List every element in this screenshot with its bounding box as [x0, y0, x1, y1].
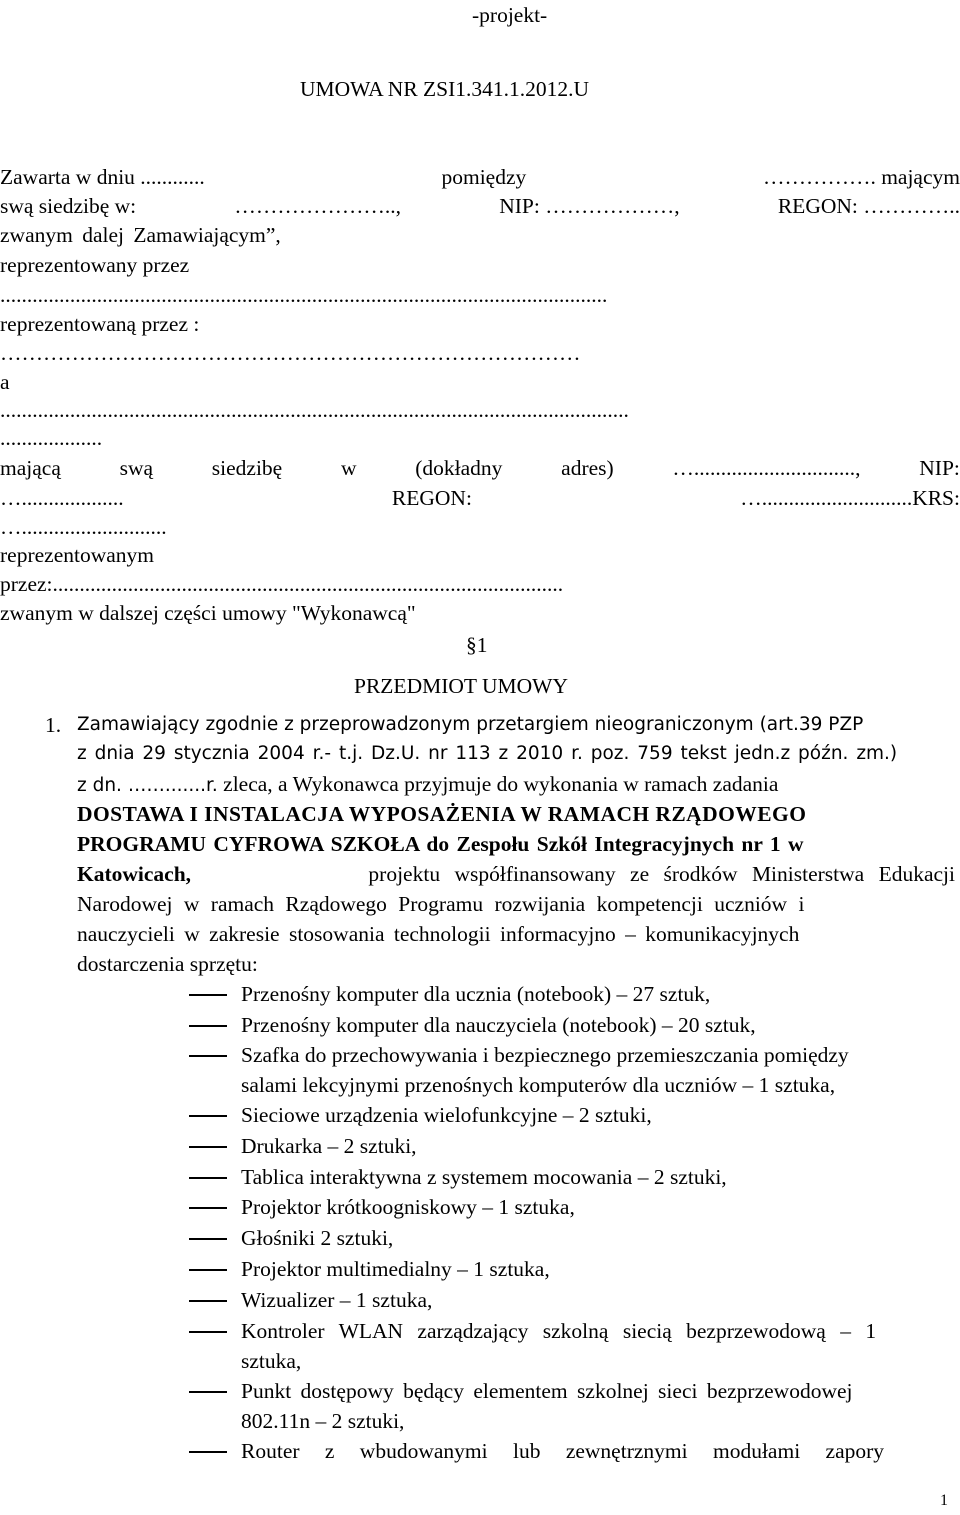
parties-line-12	[0, 483, 960, 513]
text-span: (dokładny	[415, 456, 503, 480]
text-span: DOSTAWA I INSTALACJA WYPOSAŻENIA W RAMACH RZĄDOWEGO	[77, 802, 807, 826]
text-span: zwanym dalej	[0, 223, 124, 247]
dash-bullet	[189, 1177, 227, 1179]
parties-line-3	[0, 220, 281, 250]
contract-title: UMOWA NR ZSI1.341.1.2012.U	[300, 77, 590, 101]
section-title: PRZEDMIOT UMOWY	[354, 674, 569, 698]
dash-bullet	[189, 1115, 227, 1117]
dash-bullet	[189, 1391, 227, 1393]
text-span: …………………..,	[234, 194, 401, 218]
text-span: …...................	[0, 486, 124, 510]
parties-line-10: ...................	[0, 426, 103, 450]
text-span: w	[340, 456, 357, 480]
text-span: Zawarta w dniu ............	[0, 165, 205, 189]
list-item: Głośniki 2 sztuki,	[241, 1226, 394, 1250]
paragraph-line: z dnia 29 stycznia 2004 r.- t.j. Dz.U. nr 113 z 2010 r. poz. 759 tekst jedn.z późn. zm.)	[77, 743, 898, 764]
text-span: Zamawiającym”,	[133, 223, 281, 247]
paragraph-line	[77, 769, 778, 801]
list-item-continuation: 802.11n – 2 sztuki,	[241, 1409, 405, 1433]
parties-line-15: przez:...............................................................................................	[0, 572, 564, 596]
parties-line-5: .................................................................................................................	[0, 283, 608, 307]
list-item: Tablica interaktywna z systemem mocowania – 2 sztuki,	[241, 1165, 727, 1189]
text-span: Kontroler WLAN zarządzający szkolną siecią bezprzewodową – 1	[241, 1319, 877, 1343]
text-span: …..............................,	[672, 456, 861, 480]
dash-bullet	[189, 1238, 227, 1240]
bold-task-line	[77, 829, 955, 859]
list-item: Router z wbudowanymi lub zewnętrznymi modułami zapory	[241, 1439, 885, 1463]
list-item: Szafka do przechowywania i bezpiecznego przemieszczania pomiędzy	[241, 1043, 849, 1067]
parties-line-6: reprezentowaną przez :	[0, 312, 200, 336]
list-item: Wizualizer – 1 sztuka,	[241, 1288, 433, 1312]
parties-line-1	[0, 162, 960, 192]
parties-line-2	[0, 191, 960, 221]
dash-bullet	[189, 1146, 227, 1148]
dash-bullet	[189, 1300, 227, 1302]
parties-line-14: reprezentowanym	[0, 543, 155, 567]
paragraph-line: nauczycieli w zakresie stosowania technologii informacyjno – komunikacyjnych	[77, 922, 800, 946]
parties-line-9: .....................................................................................................................	[0, 398, 629, 422]
list-item: Projektor multimedialny – 1 sztuka,	[241, 1257, 550, 1281]
text-span: mającą	[0, 456, 61, 480]
paragraph-line: Zamawiający zgodnie z przeprowadzonym przetargiem nieograniczonym (art.39 PZP	[77, 714, 864, 735]
parties-line-11	[0, 453, 960, 483]
text-span: NIP: ………………,	[499, 194, 680, 218]
text-span: zleca, a Wykonawca przyjmuje do wykonania w ramach zadania	[223, 772, 779, 796]
dash-bullet	[189, 994, 227, 996]
list-item: Przenośny komputer dla ucznia (notebook) – 27 sztuk,	[241, 982, 711, 1006]
dash-bullet	[189, 1451, 227, 1453]
dash-bullet	[189, 1025, 227, 1027]
list-item	[241, 1376, 955, 1406]
list-item	[241, 1316, 955, 1346]
list-item: Sieciowe urządzenia wielofunkcyjne – 2 sztuki,	[241, 1103, 652, 1127]
bold-task-line	[77, 799, 955, 829]
text-span: REGON: …………..	[777, 194, 960, 218]
paragraph-line: Narodowej w ramach Rządowego Programu rozwijania kompetencji uczniów i	[77, 892, 805, 916]
list-item: Przenośny komputer dla nauczyciela (notebook) – 20 sztuk,	[241, 1013, 756, 1037]
page-number: 1	[940, 1492, 948, 1509]
dash-bullet	[189, 1331, 227, 1333]
text-span: REGON:	[391, 486, 472, 510]
dash-bullet	[189, 1269, 227, 1271]
text-span: swą	[119, 456, 154, 480]
text-span: z dn. …….......r.	[77, 775, 218, 796]
text-span: Punkt dostępowy będący elementem szkolnej sieci bezprzewodowej	[241, 1379, 853, 1403]
text-span: ……………. mającym	[762, 165, 960, 189]
paragraph-line: dostarczenia sprzętu:	[77, 952, 258, 976]
text-span: swą siedzibę w:	[0, 194, 137, 218]
list-item: Projektor krótkoogniskowy – 1 sztuka,	[241, 1195, 575, 1219]
text-span: Katowicach,	[77, 862, 192, 886]
parties-line-8: a	[0, 370, 10, 394]
list-item-continuation: salami lekcyjnymi przenośnych komputerów dla uczniów – 1 sztuka,	[241, 1073, 836, 1097]
parties-line-16: zwanym w dalszej części umowy "Wykonawcą"	[0, 601, 416, 625]
text-span: NIP:	[919, 456, 960, 480]
text-span: pomiędzy	[441, 165, 527, 189]
paragraph-line	[77, 859, 955, 889]
parties-line-13: …...........................	[0, 515, 167, 539]
dash-bullet	[189, 1055, 227, 1057]
paragraph-number: 1.	[45, 713, 62, 737]
list-item-continuation: sztuka,	[241, 1349, 302, 1373]
text-span: PROGRAMU CYFROWA SZKOŁA do Zespołu Szkół Integracyjnych nr 1 w	[77, 832, 804, 856]
parties-line-7: ………………………………………………………………………	[0, 341, 581, 365]
text-span: …............................KRS:	[740, 486, 960, 510]
text-span: siedzibę	[211, 456, 283, 480]
text-span: projektu współfinansowany ze środków Ministerstwa Edukacji	[368, 862, 955, 886]
section-number: §1	[466, 633, 488, 657]
dash-bullet	[189, 1207, 227, 1209]
project-label: -projekt-	[472, 3, 548, 27]
parties-line-4: reprezentowany przez	[0, 253, 190, 277]
list-item: Drukarka – 2 sztuki,	[241, 1134, 417, 1158]
text-span: adres)	[561, 456, 614, 480]
